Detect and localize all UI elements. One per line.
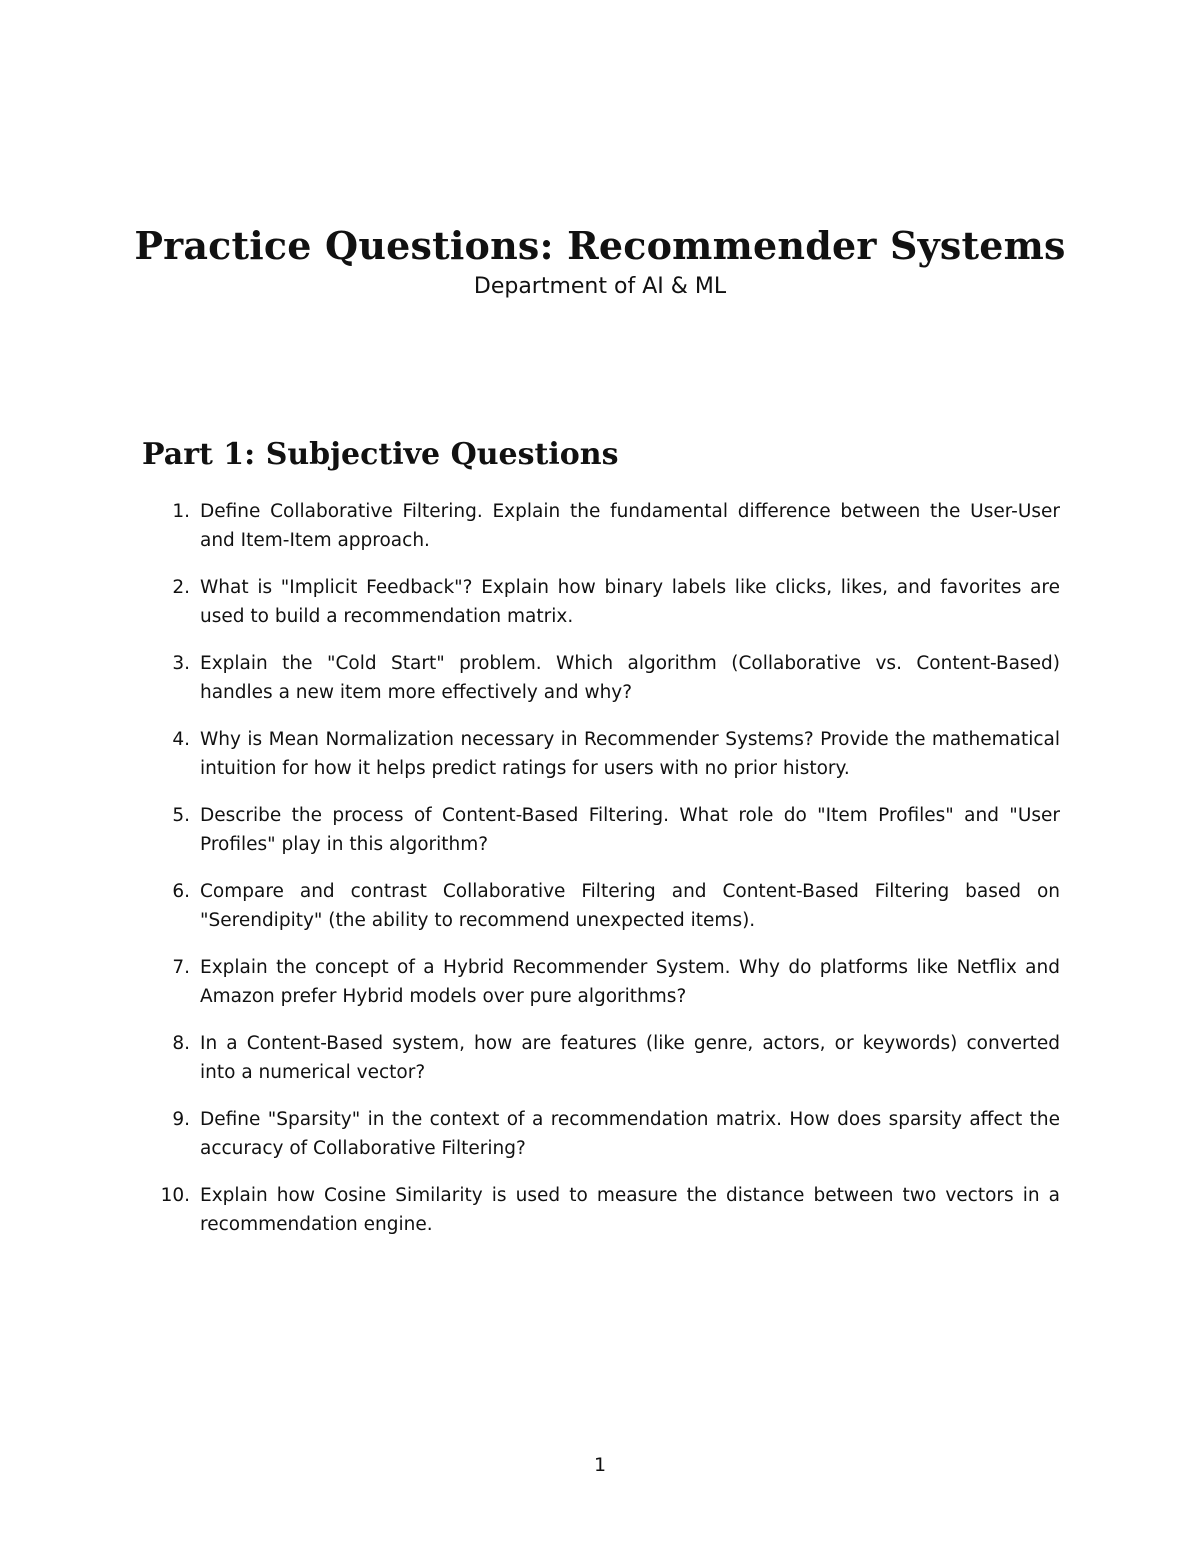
question-item (142, 1030, 1060, 1087)
page-number: 1 (593, 1454, 607, 1476)
question-item (142, 726, 1060, 783)
question-item (142, 498, 1060, 555)
question-text: Describe the process of Content-Based Filtering. What role do "Item Profiles" and "User Profiles" play in this algorithm? (200, 805, 1060, 855)
question-number: 6. (172, 881, 190, 902)
question-number: 4. (172, 729, 190, 750)
question-text: What is "Implicit Feedback"? Explain how binary labels like clicks, likes, and favorites are used to build a recommendation matrix. (200, 577, 1060, 627)
question-item (142, 878, 1060, 935)
question-text: Explain the concept of a Hybrid Recommender System. Why do platforms like Netflix and Amazon prefer Hybrid models over pure algorithms? (200, 957, 1060, 1007)
document-title: Practice Questions: Recommender Systems (134, 223, 1066, 268)
question-number: 10. (160, 1185, 190, 1206)
question-item (142, 802, 1060, 859)
question-text: Define "Sparsity" in the context of a recommendation matrix. How does sparsity affect the accuracy of Collaborative Filtering? (200, 1109, 1060, 1159)
question-number: 7. (172, 957, 190, 978)
question-list (142, 498, 1060, 1258)
question-number: 5. (172, 805, 190, 826)
question-number: 3. (172, 653, 190, 674)
question-text: Compare and contrast Collaborative Filtering and Content-Based Filtering based on "Serendipity" (the ability to recommend unexpected items). (200, 881, 1060, 931)
document-subtitle: Department of AI & ML (473, 274, 727, 299)
question-item (142, 1106, 1060, 1163)
question-item (142, 954, 1060, 1011)
question-text: Explain how Cosine Similarity is used to measure the distance between two vectors in a recommendation engine. (200, 1185, 1060, 1235)
question-number: 1. (172, 501, 190, 522)
question-text: Why is Mean Normalization necessary in Recommender Systems? Provide the mathematical intuition for how it helps predict ratings for users with no prior history. (200, 729, 1060, 779)
question-number: 8. (172, 1033, 190, 1054)
question-item (142, 1182, 1060, 1239)
question-item (142, 574, 1060, 631)
question-number: 2. (172, 577, 190, 598)
question-text: Define Collaborative Filtering. Explain the fundamental difference between the User-User and Item-Item approach. (200, 501, 1060, 551)
question-text: In a Content-Based system, how are features (like genre, actors, or keywords) converted into a numerical vector? (200, 1033, 1060, 1083)
section-heading: Part 1: Subjective Questions (142, 437, 619, 472)
question-number: 9. (172, 1109, 190, 1130)
question-item (142, 650, 1060, 707)
question-text: Explain the "Cold Start" problem. Which algorithm (Collaborative vs. Content-Based) handles a new item more effectively and why? (200, 653, 1060, 703)
